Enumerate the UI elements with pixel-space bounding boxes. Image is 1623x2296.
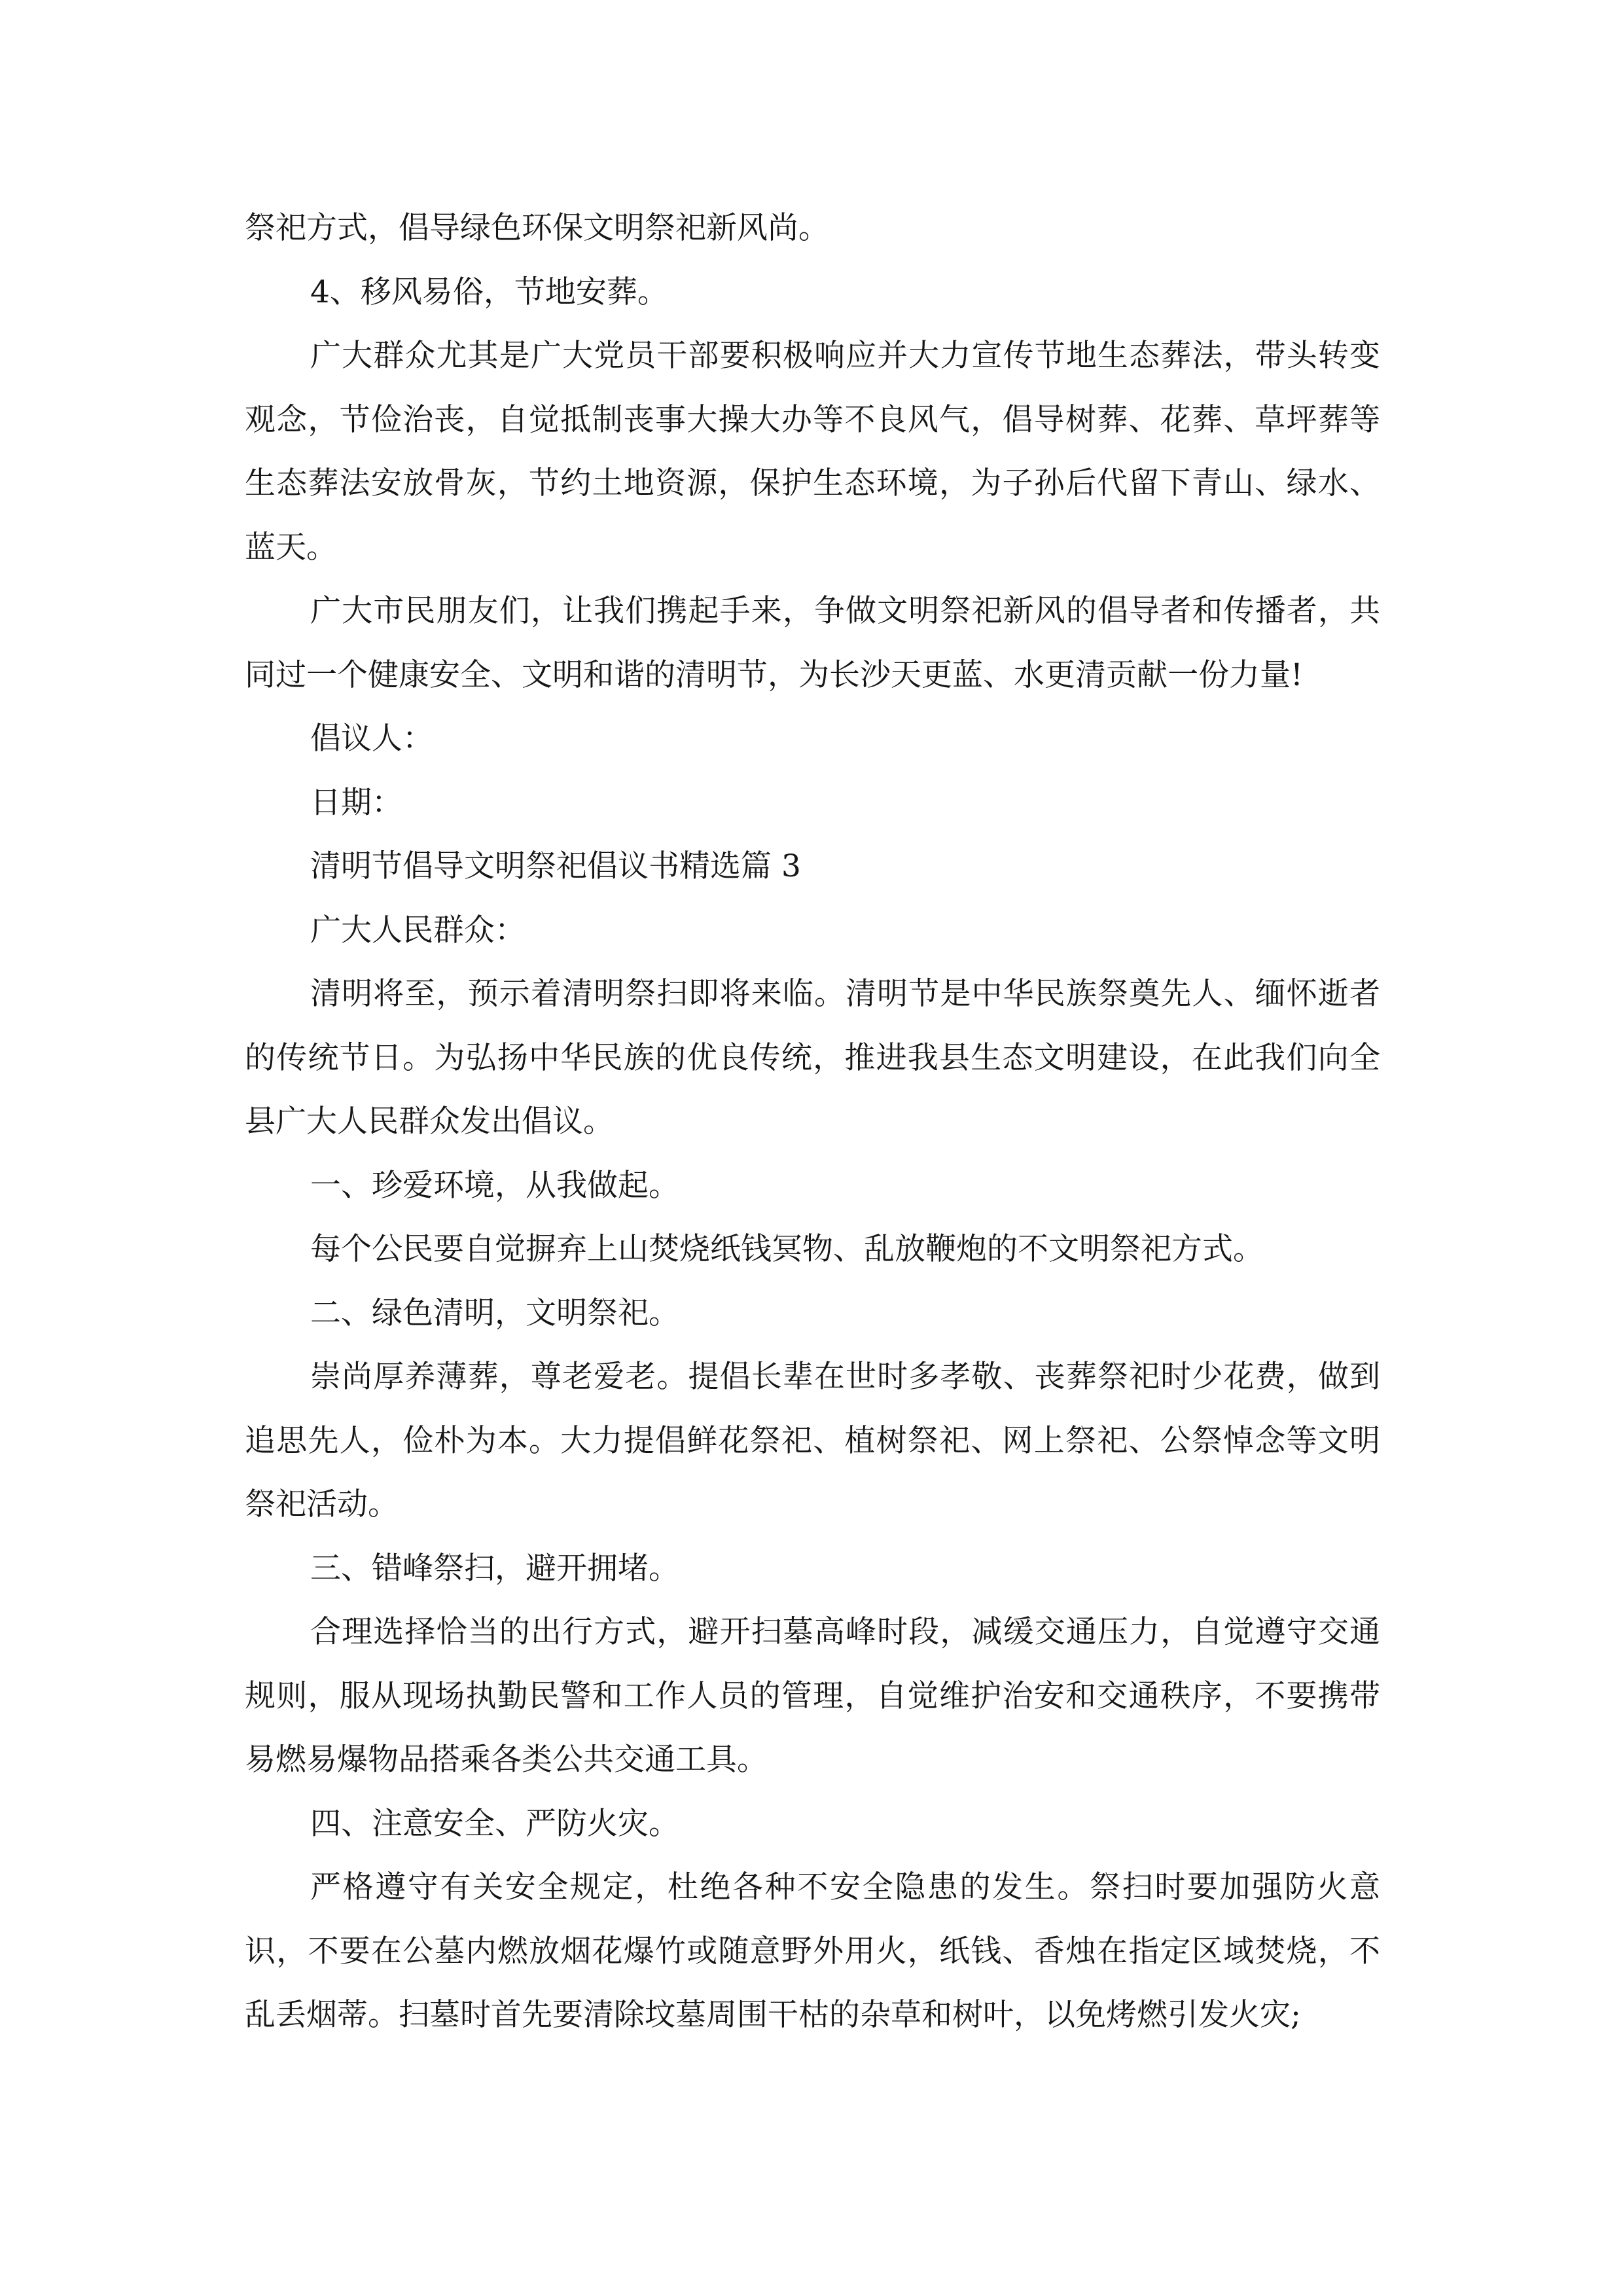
article-title: 清明节倡导文明祭祀倡议书精选篇 3 bbox=[310, 848, 801, 884]
paragraph: 广大市民朋友们，让我们携起手来，争做文明祭祀新风的倡导者和传播者，共同过一个健康安全、文明和谐的清明节，为长沙天更蓝、水更清贡献一份力量! bbox=[245, 593, 1380, 693]
section-heading: 一、珍爱环境，从我做起。 bbox=[310, 1167, 679, 1204]
signature-label: 倡议人： bbox=[310, 721, 433, 757]
salutation: 广大人民群众： bbox=[310, 912, 526, 948]
paragraph: 每个公民要自觉摒弃上山焚烧纸钱冥物、乱放鞭炮的不文明祭祀方式。 bbox=[310, 1231, 1264, 1267]
document-body bbox=[245, 196, 1380, 2047]
paragraph: 合理选择恰当的出行方式，避开扫墓高峰时段，减缓交通压力，自觉遵守交通规则，服从现场执勤民警和工作人员的管理，自觉维护治安和交通秩序，不要携带易燃易爆物品搭乘各类公共交通工具。 bbox=[245, 1614, 1380, 1778]
section-heading: 四、注意安全、严防火灾。 bbox=[310, 1805, 679, 1842]
section-heading: 4、移风易俗，节地安葬。 bbox=[310, 274, 668, 310]
paragraph: 祭祀方式，倡导绿色环保文明祭祀新风尚。 bbox=[245, 210, 829, 246]
date-label: 日期： bbox=[310, 784, 402, 821]
paragraph: 广大群众尤其是广大党员干部要积极响应并大力宣传节地生态葬法，带头转变观念，节俭治丧，自觉抵制丧事大操大办等不良风气，倡导树葬、花葬、草坪葬等生态葬法安放骨灰，节约土地资源，保护生态环境，为子孙后代留下青山、绿水、蓝天。 bbox=[245, 338, 1380, 565]
section-heading: 三、错峰祭扫，避开拥堵。 bbox=[310, 1550, 679, 1587]
paragraph: 清明将至，预示着清明祭扫即将来临。清明节是中华民族祭奠先人、缅怀逝者的传统节日。为弘扬中华民族的优良传统，推进我县生态文明建设，在此我们向全县广大人民群众发出倡议。 bbox=[245, 976, 1380, 1139]
paragraph: 崇尚厚养薄葬，尊老爱老。提倡长辈在世时多孝敬、丧葬祭祀时少花费，做到追思先人，俭朴为本。大力提倡鲜花祭祀、植树祭祀、网上祭祀、公祭悼念等文明祭祀活动。 bbox=[245, 1359, 1380, 1522]
paragraph: 严格遵守有关安全规定，杜绝各种不安全隐患的发生。祭扫时要加强防火意识，不要在公墓内燃放烟花爆竹或随意野外用火，纸钱、香烛在指定区域焚烧，不乱丢烟蒂。扫墓时首先要清除坟墓周围干枯的杂草和树叶，以免烤燃引发火灾; bbox=[245, 1869, 1380, 2033]
section-heading: 二、绿色清明，文明祭祀。 bbox=[310, 1295, 679, 1331]
